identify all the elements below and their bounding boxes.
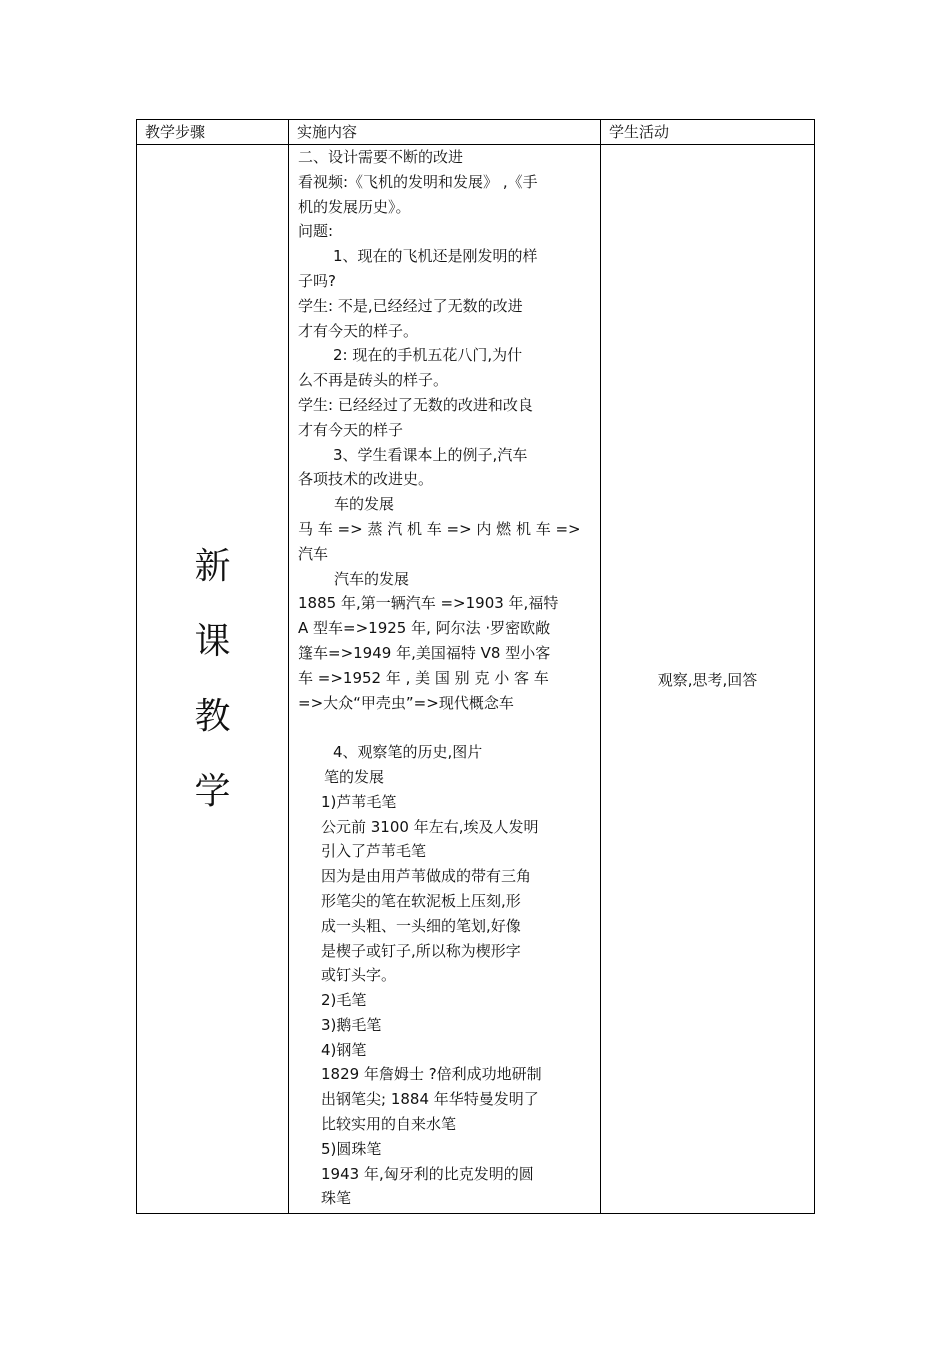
content-line: =>大众“甲壳虫”=>现代概念车 bbox=[298, 693, 514, 712]
content-line: 5)圆珠笔 bbox=[321, 1139, 382, 1158]
content-line: 1、现在的飞机还是刚发明的样 bbox=[333, 247, 538, 266]
content-line: 机的发展历史》。 bbox=[298, 197, 411, 216]
step-char: 教 bbox=[194, 696, 231, 737]
step-char: 课 bbox=[194, 621, 231, 662]
content-line: 1885 年,第一辆汽车 =>1903 年,福特 bbox=[298, 594, 559, 613]
content-line: 引入了芦苇毛笔 bbox=[321, 842, 427, 861]
content-line: 笔的发展 bbox=[324, 767, 385, 786]
content-line: 1)芦苇毛笔 bbox=[321, 792, 397, 811]
step-char: 学 bbox=[194, 771, 231, 812]
step-char: 新 bbox=[194, 546, 231, 587]
content-line: 因为是由用芦苇做成的带有三角 bbox=[321, 867, 532, 886]
content-line: 学生: 不是,已经经过了无数的改进 bbox=[298, 296, 523, 315]
content-line: 出钢笔尖; 1884 年华特曼发明了 bbox=[321, 1090, 539, 1109]
content-line: 4、观察笔的历史,图片 bbox=[333, 743, 483, 762]
content-line: 3)鹅毛笔 bbox=[321, 1015, 382, 1034]
content-line: 或钉头字。 bbox=[321, 966, 397, 985]
content-line: 汽车 bbox=[298, 544, 329, 563]
content-line: 形笔尖的笔在软泥板上压刻,形 bbox=[321, 891, 521, 910]
content-line: 1829 年詹姆士 ?倍利成功地研制 bbox=[321, 1065, 542, 1084]
lesson-plan-table bbox=[136, 119, 815, 1214]
header-content: 实施内容 bbox=[289, 120, 601, 145]
content-line: 2: 现在的手机五花八门,为什 bbox=[333, 346, 523, 365]
content-line: 各项技术的改进史。 bbox=[298, 470, 434, 489]
content-line: 比较实用的自来水笔 bbox=[321, 1115, 457, 1134]
content-line: 3、学生看课本上的例子,汽车 bbox=[333, 445, 528, 464]
content-line: 是楔子或钉子,所以称为楔形字 bbox=[321, 941, 521, 960]
content-line: 成一头粗、一头细的笔划,好像 bbox=[321, 916, 521, 935]
content-line: 珠笔 bbox=[321, 1189, 352, 1208]
content-line: 汽车的发展 bbox=[334, 569, 410, 588]
content-line bbox=[298, 715, 590, 740]
content-line: 才有今天的样子。 bbox=[298, 321, 419, 340]
content-line: 问题: bbox=[298, 222, 334, 241]
content-line: 才有今天的样子 bbox=[298, 420, 404, 439]
header-student-activity: 学生活动 bbox=[601, 120, 815, 145]
content-line: 马 车 => 蒸 汽 机 车 => 内 燃 机 车 => bbox=[298, 519, 581, 538]
content-line: 么不再是砖头的样子。 bbox=[298, 371, 449, 390]
content-line: 看视频:《飞机的发明和发展》 ,《手 bbox=[298, 172, 538, 191]
activity-cell: 观察,思考,回答 bbox=[601, 145, 815, 1214]
step-cell bbox=[137, 145, 289, 1214]
header-teaching-step: 教学步骤 bbox=[137, 120, 289, 145]
content-line: 1943 年,匈牙利的比克发明的圆 bbox=[321, 1164, 534, 1183]
content-line: A 型车=>1925 年, 阿尔法 ·罗密欧敞 bbox=[298, 619, 551, 638]
content-line: 4)钢笔 bbox=[321, 1040, 367, 1059]
content-line: 学生: 已经经过了无数的改进和改良 bbox=[298, 395, 533, 414]
content-line: 篷车=>1949 年,美国福特 V8 型小客 bbox=[298, 643, 551, 662]
content-line: 2)毛笔 bbox=[321, 991, 367, 1010]
content-line: 车的发展 bbox=[334, 495, 395, 514]
content-line: 车 =>1952 年 , 美 国 别 克 小 客 车 bbox=[298, 668, 549, 687]
header-row bbox=[137, 120, 815, 145]
content-cell bbox=[289, 145, 601, 1214]
content-line: 子吗? bbox=[298, 271, 336, 290]
body-row bbox=[137, 145, 815, 1214]
content-line: 二、设计需要不断的改进 bbox=[298, 148, 464, 166]
content-line: 公元前 3100 年左右,埃及人发明 bbox=[321, 817, 539, 836]
